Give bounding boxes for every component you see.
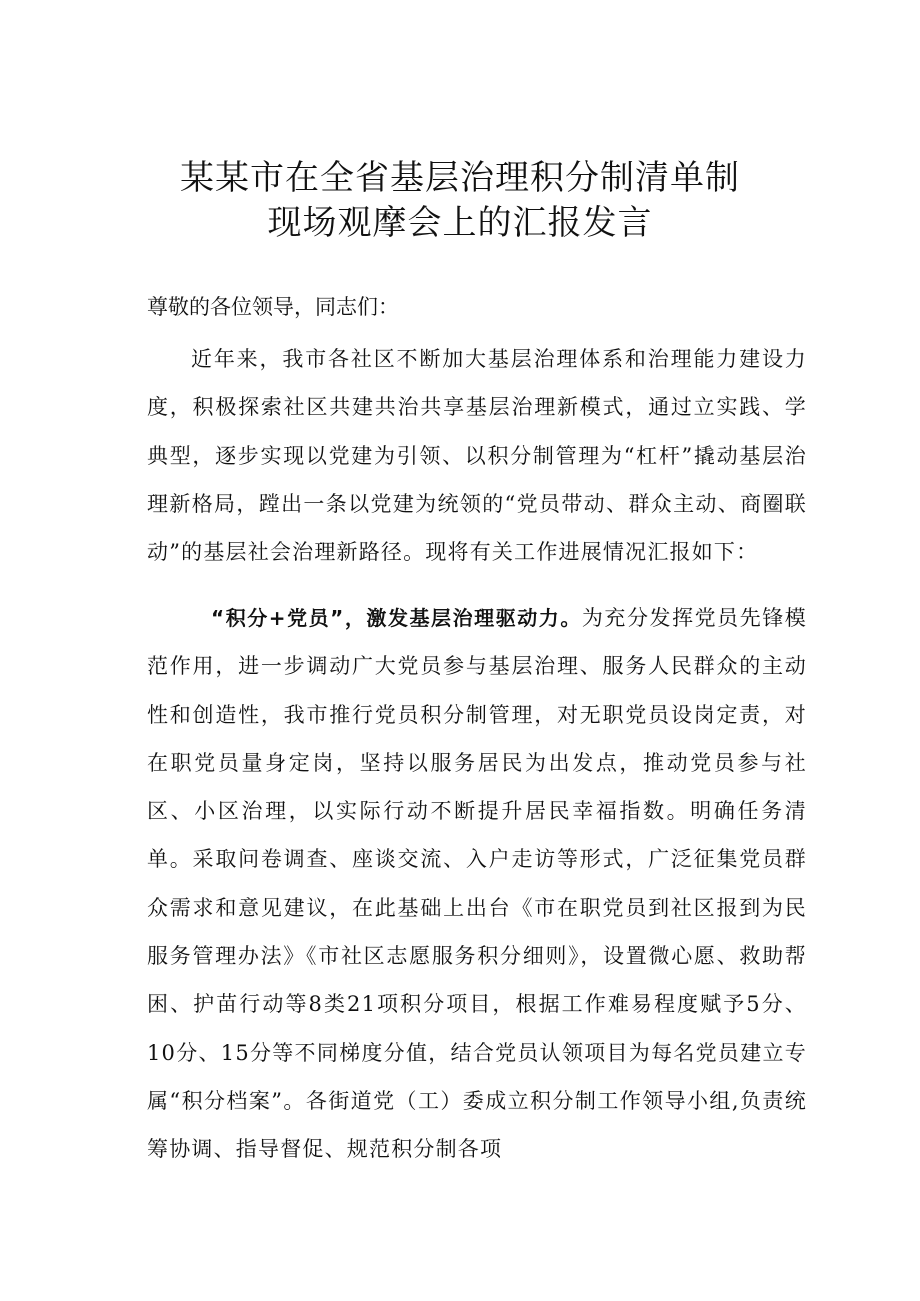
salutation: 尊敬的各位领导，同志们： bbox=[147, 295, 399, 319]
paragraph-points-party-members bbox=[147, 594, 807, 1174]
paragraph-body: 为充分发挥党员先锋模范作用，进一步调动广大党员参与基层治理、服务人民群众的主动性和创造性，我市推行党员积分制管理，对无职党员设岗定责，对在职党员量身定岗，坚持以服务居民为出发点，推动党员参与社区、小区治理，以实际行动不断提升居民幸福指数。明确任务清单。采取问卷调查、座谈交流、入户走访等形式，广泛征集党员群众需求和意见建议，在此基础上出台《市在职党员到社区报到为民服务管理办法》《市社区志愿服务积分细则》，设置微心愿、救助帮困、护苗行动等8类21项积分项目，根据工作难易程度赋予5分、10分、15分等不同梯度分值，结合党员认领项目为每名党员建立专属“积分档案”。各街道党（工）委成立积分制工作领导小组,负责统筹协调、指导督促、规范积分制各项 bbox=[147, 606, 808, 1162]
paragraph-lead-heading: “积分+党员”，激发基层治理驱动力。 bbox=[211, 606, 582, 630]
document-title-line-1: 某某市在全省基层治理积分制清单制 bbox=[180, 158, 740, 198]
document-title-line-2: 现场观摩会上的汇报发言 bbox=[267, 203, 653, 243]
paragraph-intro: 近年来，我市各社区不断加大基层治理体系和治理能力建设力度，积极探索社区共建共治共享基层治理新模式，通过立实践、学典型，逐步实现以党建为引领、以积分制管理为“杠杆”撬动基层治理新格局，蹚出一条以党建为统领的“党员带动、群众主动、商圈联动”的基层社会治理新路径。现将有关工作进展情况汇报如下： bbox=[147, 347, 807, 565]
